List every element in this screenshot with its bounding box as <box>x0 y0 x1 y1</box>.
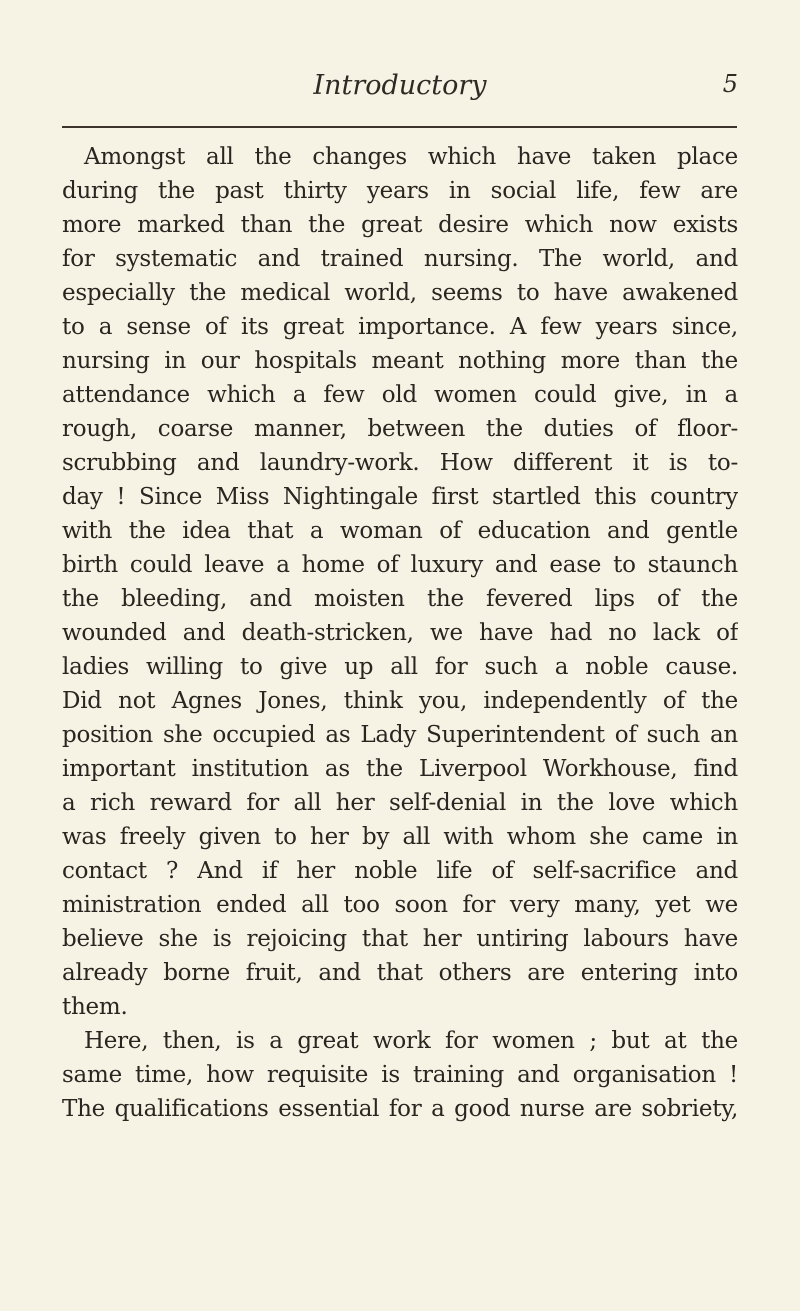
text-line: more marked than the great desire which now exists <box>62 212 738 238</box>
text-line: with the idea that a woman of education and gentle <box>62 518 738 544</box>
text-line: rough, coarse manner, between the duties of floor- <box>62 416 738 442</box>
text-line: Here, then, is a great work for women ; but at the <box>84 1028 738 1054</box>
text-line: them. <box>62 994 128 1020</box>
text-line: believe she is rejoicing that her untiring labours have <box>62 926 738 952</box>
text-line: already borne fruit, and that others are entering into <box>62 960 738 986</box>
text-line: same time, how requisite is training and organisation ! <box>62 1062 738 1088</box>
text-line: important institution as the Liverpool Workhouse, find <box>62 756 738 782</box>
text-line: position she occupied as Lady Superintendent of such an <box>62 722 738 748</box>
text-line: day ! Since Miss Nightingale first startled this country <box>62 484 738 510</box>
text-line: ladies willing to give up all for such a noble cause. <box>62 654 738 680</box>
text-line: especially the medical world, seems to have awakened <box>62 280 738 306</box>
running-title: Introductory <box>313 70 487 101</box>
page-number: 5 <box>722 70 738 98</box>
text-line: the bleeding, and moisten the fevered lips of the <box>62 586 738 612</box>
text-line: for systematic and trained nursing. The world, and <box>62 246 738 272</box>
running-head <box>60 70 740 120</box>
text-line: contact ? And if her noble life of self-sacrifice and <box>62 858 738 884</box>
text-line: attendance which a few old women could give, in a <box>62 382 738 408</box>
text-line: to a sense of its great importance. A few years since, <box>62 314 738 340</box>
text-line: birth could leave a home of luxury and ease to staunch <box>62 552 738 578</box>
text-line: during the past thirty years in social life, few are <box>62 178 738 204</box>
text-line: scrubbing and laundry-work. How different it is to- <box>62 450 738 476</box>
text-line: wounded and death-stricken, we have had no lack of <box>62 620 738 646</box>
text-line: ministration ended all too soon for very many, yet we <box>62 892 738 918</box>
text-line: was freely given to her by all with whom she came in <box>62 824 738 850</box>
text-line: The qualifications essential for a good nurse are sobriety, <box>62 1096 738 1122</box>
text-line: a rich reward for all her self-denial in the love which <box>62 790 738 816</box>
text-line: nursing in our hospitals meant nothing more than the <box>62 348 738 374</box>
text-line: Did not Agnes Jones, think you, independently of the <box>62 688 738 714</box>
header-rule <box>62 126 737 128</box>
text-line: Amongst all the changes which have taken place <box>84 144 738 170</box>
body-text <box>62 140 738 1126</box>
